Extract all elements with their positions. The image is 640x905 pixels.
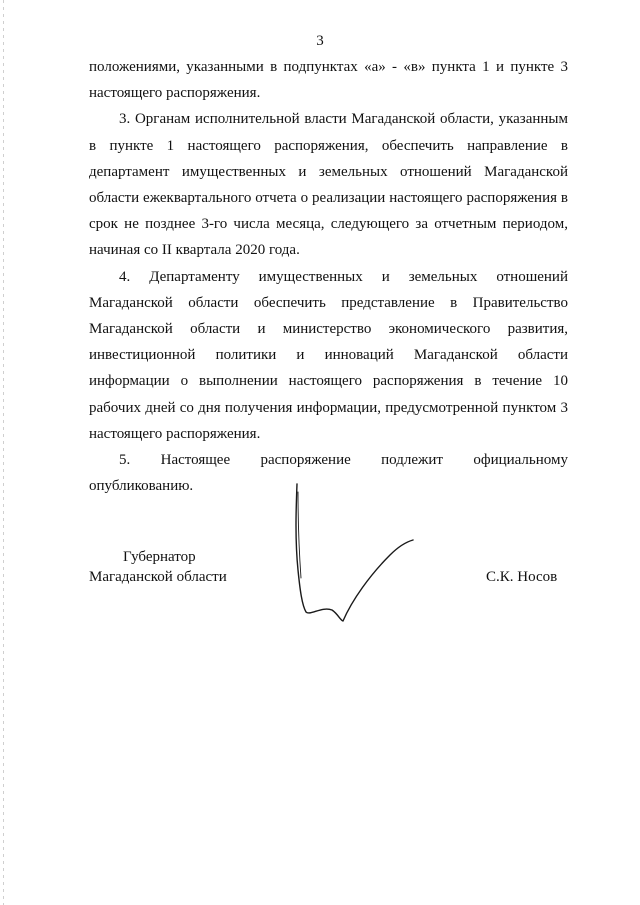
paragraph-continuation: положениями, указанными в подпунктах «а» - «в» пункта 1 и пункте 3 настоящего распоряжения. (89, 59, 568, 102)
signatory-name: С.К. Носов (486, 569, 558, 585)
paragraph-item-5: 5. Настоящее распоряжение подлежит официальному опубликованию. (89, 452, 568, 495)
page-number: 3 (316, 33, 324, 49)
page-edge-mark (3, 0, 4, 905)
signatory-region: Магаданской области (89, 569, 227, 585)
signatory-position: Губернатор (123, 549, 196, 565)
signatory-title (89, 547, 249, 587)
signature-stroke (296, 484, 413, 621)
paragraph-item-4: 4. Департаменту имущественных и земельных отношений Магаданской области обеспечить представление в Правительство Магаданской области и министерство экономического развития, инвестиционной политики и инноваций Магаданской области информации о выполнении настоящего распоряжения в течение 10 рабочих дней со дня получения информации, предусмотренной пунктом 3 настоящего распоряжения. (89, 268, 568, 442)
document-body (89, 54, 568, 499)
handwritten-signature (280, 480, 430, 630)
paragraph-item-3: 3. Органам исполнительной власти Магаданской области, указанным в пункте 1 настоящего распоряжения, обеспечить направление в департамент имущественных и земельных отношений Магаданской области ежеквартального отчета о реализации настоящего распоряжения в срок не позднее 3-го числа месяца, следующего за отчетным периодом, начиная со II квартала 2020 года. (89, 111, 568, 259)
signature-stroke-2 (298, 492, 301, 578)
